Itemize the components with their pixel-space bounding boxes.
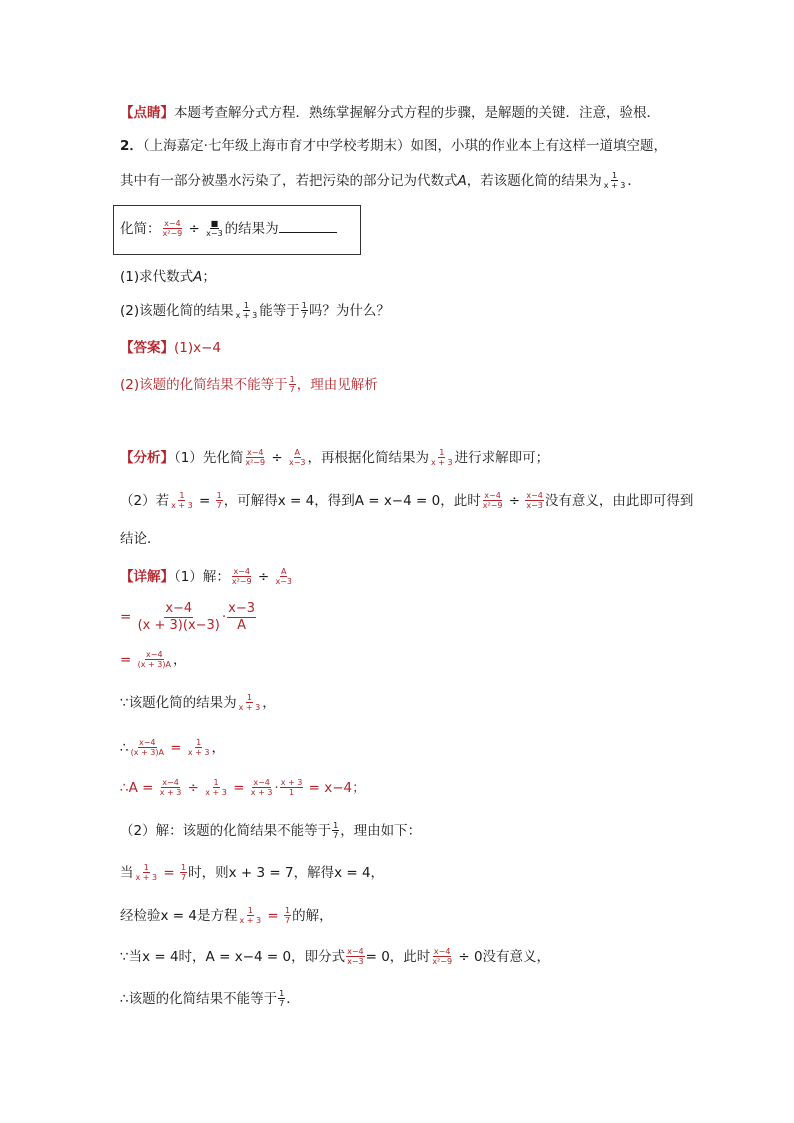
denominator: A (237, 617, 247, 633)
detail-step-5 (120, 737, 225, 759)
denominator: 7 (279, 998, 285, 1008)
fraction (280, 778, 304, 797)
dianjing-line (120, 102, 660, 124)
denominator: x−3 (347, 956, 364, 966)
denominator: x + 3 (135, 872, 158, 882)
detail-step-6 (120, 777, 366, 799)
fraction (289, 375, 296, 394)
sub-question-2 (120, 300, 390, 322)
box-suffix: 的结果为 (224, 221, 279, 237)
numerator: 1 (246, 692, 252, 702)
detail-step-4 (120, 692, 276, 714)
numerator: 1 (279, 988, 285, 998)
fraction (301, 301, 308, 320)
denominator: (x + 3)(x−3) (137, 617, 220, 633)
denominator: (x + 3)A (137, 659, 171, 669)
fraction (235, 301, 259, 320)
answer-line-2 (120, 374, 378, 396)
detail-text: 时，则x + 3 = 7，解得x = 4， (188, 865, 385, 881)
question-number: 2． (120, 138, 143, 154)
detail-part2-line-5 (120, 988, 300, 1010)
numerator: 1 (181, 862, 187, 872)
detail-text: ∴该题的化简结果不能等于 (120, 991, 278, 1007)
denominator: x²−9 (482, 500, 503, 510)
answer-text: (2)该题的化简结果不能等于 (120, 377, 288, 393)
equals-sign: = (199, 493, 211, 509)
analysis-text: （2）若 (120, 493, 170, 509)
numerator: x−4 (246, 447, 264, 457)
divide-sign: ÷ (188, 221, 200, 237)
denominator: x + 3 (250, 787, 273, 797)
analysis-line-1 (120, 447, 549, 469)
detail-part2-line-1 (120, 820, 421, 842)
equals-sign: = (120, 609, 132, 625)
denominator: 7 (181, 872, 187, 882)
problem-box-content (120, 218, 337, 240)
fraction (274, 567, 293, 586)
question-line-1 (120, 135, 667, 157)
detail-text: ∴A = (120, 780, 154, 796)
multiply-dot: · (274, 780, 279, 796)
fraction (204, 778, 228, 797)
question-text: ，若该题化简的结果为 (466, 173, 602, 189)
analysis-line-3 (120, 528, 161, 550)
divide-sign: ÷ (508, 493, 521, 509)
detail-text: = 0，此时 (365, 949, 431, 965)
analysis-text: 进行求解即可； (454, 450, 550, 466)
fraction (278, 989, 285, 1008)
detail-text: ，理由如下： (340, 823, 422, 839)
numerator: 1 (196, 737, 202, 747)
denominator: (x + 3)A (130, 747, 164, 757)
denominator: x²−9 (432, 956, 453, 966)
detail-text: 经检验x = 4是方程 (120, 908, 238, 924)
analysis-text: 结论． (120, 531, 161, 547)
numerator: 1 (612, 170, 618, 180)
numerator: 1 (213, 777, 219, 787)
fraction (346, 947, 365, 966)
denominator: 7 (301, 310, 307, 320)
numerator: 1 (289, 374, 295, 384)
question-text: 其中有一部分被墨水污染了，若把污染的部分记为代数式 (120, 173, 458, 189)
analysis-text: 没有意义，由此即可得到 (544, 493, 694, 509)
numerator: x−4 (146, 649, 163, 659)
fraction (137, 601, 221, 634)
fraction (227, 601, 256, 634)
fraction (430, 448, 454, 467)
detail-text: ∴ (120, 740, 129, 756)
fraction (332, 821, 339, 840)
denominator: 7 (285, 915, 291, 925)
denominator: x²−9 (231, 576, 252, 586)
sub-question-1 (120, 266, 216, 288)
analysis-label: 【分析】 (120, 450, 174, 466)
dianjing-text: 本题考查解分式方程．熟练掌握解分式方程的步骤，是解题的关键．注意，验根． (174, 105, 660, 121)
detail-step-2 (120, 600, 257, 634)
numerator: x−4 (526, 490, 543, 500)
answer-text: ，理由见解析 (296, 377, 378, 393)
detail-text: ∵当x = 4时，A = x−4 = 0，即分式 (120, 949, 346, 965)
answer-line-1 (120, 337, 221, 359)
numerator: x−4 (138, 737, 156, 747)
box-prefix: 化简： (120, 221, 161, 237)
var-a: A (193, 269, 203, 285)
denominator: x + 3 (159, 787, 182, 797)
fraction (135, 863, 159, 882)
detail-text: 的解， (292, 908, 333, 924)
denominator: x + 3 (431, 457, 453, 467)
fraction (244, 448, 266, 467)
sub-text: (2)该题化简的结果 (120, 303, 234, 319)
denominator: x−3 (288, 457, 306, 467)
denominator: 1 (288, 787, 295, 797)
detail-text: ． (286, 991, 300, 1007)
detail-text: ， (262, 695, 276, 711)
question-line-2: 其中有一部分被墨水污染了，若把污染的部分记为代数式A，若该题化简的结果为 $\frac{1}{x + 3}$ ． (120, 170, 641, 190)
numerator: 1 (143, 862, 149, 872)
numerator: x−4 (484, 490, 501, 500)
detail-text: ÷ 0没有意义， (458, 949, 551, 965)
sub-text: ； (202, 269, 216, 285)
answer-part-1: (1)x−4 (174, 340, 222, 356)
equals-sign: = (120, 652, 132, 668)
numerator: x + 3 (280, 777, 303, 787)
fraction (603, 171, 627, 190)
detail-text: 当 (120, 865, 134, 881)
detail-text: ， (211, 740, 225, 756)
numerator: 1 (301, 300, 307, 310)
denominator: x²−9 (245, 457, 266, 467)
denominator: x + 3 (205, 787, 227, 797)
fraction (187, 738, 211, 757)
numerator: 1 (285, 905, 291, 915)
question-source: （上海嘉定·七年级上海市育才中学校考期末）如图，小琪的作业本上有这样一道填空题， (142, 138, 667, 154)
sub-text: (1)求代数式 (120, 269, 194, 285)
multiply-dot: · (221, 609, 227, 625)
fraction (162, 219, 184, 238)
var-a: A (457, 173, 467, 189)
sub-text: 吗？为什么？ (308, 303, 390, 319)
numerator: A (281, 566, 287, 576)
fraction (159, 778, 183, 797)
fraction (482, 491, 504, 510)
denominator: x + 3 (235, 310, 258, 320)
fraction (284, 906, 291, 925)
detail-line-1 (120, 566, 294, 588)
numerator: 1 (333, 820, 339, 830)
dianjing-label: 【点睛】 (120, 105, 174, 121)
ink-blot-icon: ■ (210, 218, 219, 228)
numerator: x−4 (233, 566, 250, 576)
fraction (180, 863, 187, 882)
denominator: x−3 (275, 576, 293, 586)
divide-sign: ÷ (271, 450, 283, 466)
denominator: 7 (216, 500, 222, 510)
denominator: x−3 (206, 228, 223, 238)
numerator: 1 (439, 447, 445, 457)
denominator: x²−9 (162, 228, 183, 238)
answer-label: 【答案】 (120, 340, 174, 356)
detail-text: ∵该题化简的结果为 (120, 695, 237, 711)
equals-sign: = (267, 908, 279, 924)
detail-part2-line-3 (120, 905, 333, 927)
fraction (205, 219, 224, 238)
numerator: x−4 (347, 946, 364, 956)
answer-blank[interactable] (279, 220, 337, 233)
divide-sign: ÷ (257, 569, 270, 585)
divide-sign: ÷ (187, 780, 199, 796)
numerator: x−4 (433, 946, 451, 956)
analysis-text: ，可解得x = 4，得到A = x−4 = 0，此时 (223, 493, 481, 509)
detail-text: （2）解：该题的化简结果不能等于 (120, 823, 332, 839)
numerator: x−4 (162, 777, 179, 787)
sub-text: 能等于 (259, 303, 300, 319)
equals-sign: = (233, 780, 245, 796)
numerator: x−3 (228, 600, 256, 616)
fraction (137, 650, 172, 669)
denominator: x + 3 (603, 180, 626, 190)
fraction (431, 947, 453, 966)
detail-text: （1）解： (174, 569, 230, 585)
analysis-line-2 (120, 490, 693, 512)
numerator: 1 (216, 490, 222, 500)
fraction (288, 448, 307, 467)
fraction (170, 491, 194, 510)
denominator: x + 3 (238, 702, 261, 712)
analysis-text: （1）先化简 (174, 450, 244, 466)
detail-step-3 (120, 649, 186, 671)
equals-sign: = (170, 740, 182, 756)
denominator: x−3 (526, 500, 543, 510)
numerator: A (294, 447, 300, 457)
denominator: x + 3 (171, 500, 193, 510)
denominator: x + 3 (239, 915, 262, 925)
numerator: 1 (179, 490, 185, 500)
analysis-text: ，再根据化简结果为 (307, 450, 430, 466)
fraction (238, 693, 262, 712)
numerator: x−4 (165, 600, 193, 616)
detail-label: 【详解】 (120, 569, 174, 585)
detail-text: = x−4； (308, 780, 366, 796)
numerator: x−4 (164, 218, 181, 228)
fraction (130, 738, 165, 757)
fraction (216, 491, 223, 510)
detail-part2-line-2 (120, 862, 384, 884)
fraction (250, 778, 274, 797)
fraction (238, 906, 262, 925)
denominator: 7 (289, 384, 295, 394)
detail-part2-line-4 (120, 946, 550, 968)
equals-sign: = (163, 865, 175, 881)
denominator: x + 3 (187, 747, 210, 757)
numerator: 1 (243, 300, 249, 310)
fraction (231, 567, 253, 586)
numerator: 1 (247, 905, 253, 915)
numerator: x−4 (253, 777, 270, 787)
denominator: 7 (333, 830, 339, 840)
fraction (525, 491, 544, 510)
detail-text: ， (172, 652, 187, 668)
